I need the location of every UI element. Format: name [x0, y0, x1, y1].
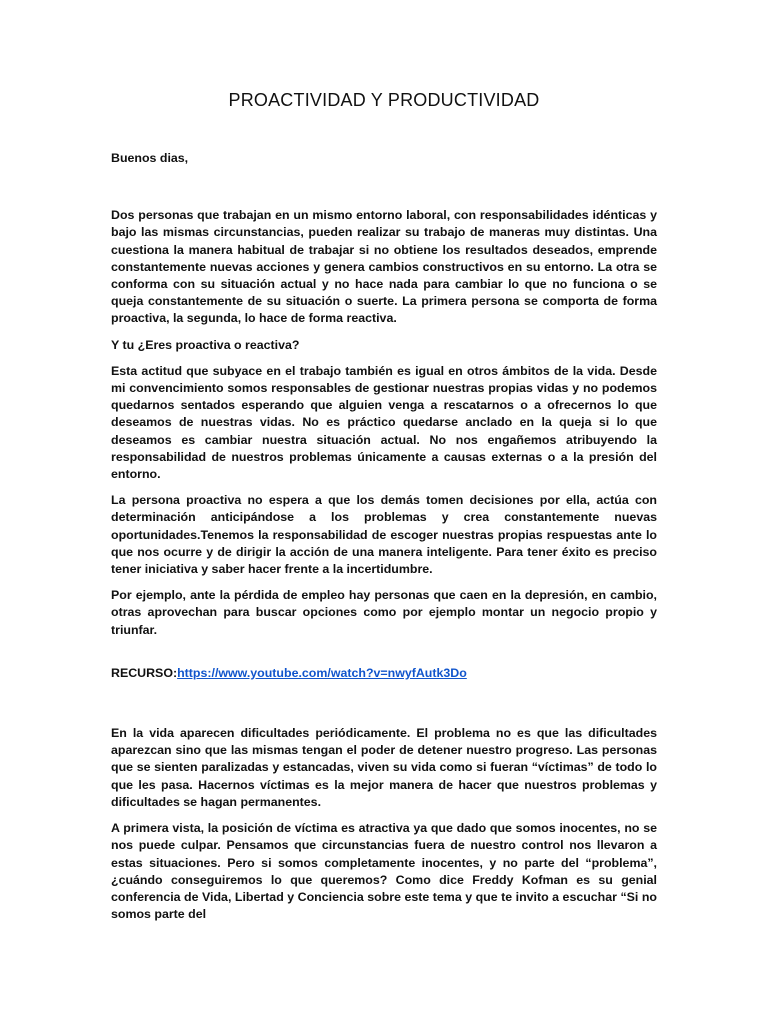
resource-line — [111, 665, 657, 682]
paragraph-2-bold: No es práctico quedarse anclado en la queja si lo que deseamos es cambiar nuestra situación actual. — [111, 415, 657, 447]
resource-link[interactable]: https://www.youtube.com/watch?v=nwyfAutk3Do — [177, 665, 467, 680]
paragraph-2 — [111, 363, 657, 483]
paragraph-3-rest: Tenemos la responsabilidad de escoger nuestras propias respuestas ante lo que nos ocurre y de dirigir la acción de una manera inteligente. Para tener éxito es preciso tener iniciativa y saber hacer frente a la incertidumbre. — [111, 527, 657, 577]
question-line: Y tu ¿Eres proactiva o reactiva? — [111, 337, 300, 352]
paragraph-2-part-2: No nos engañemos atribuyendo la responsabilidad de nuestros problemas únicamente a causas externas o a la presión del entorno. — [111, 432, 658, 482]
paragraph-4: Por ejemplo, ante la pérdida de empleo hay personas que caen en la depresión, en cambio, otras aprovechan para buscar opciones como por ejemplo montar un negocio propio y triunfar. — [111, 588, 657, 637]
paragraph-2-part-1: Esta actitud que subyace en el trabajo también es igual en otros ámbitos de la vida. Desde mi convencimiento somos responsables de gestionar nuestras propias vidas y no podemos quedarnos sentados esperando que alguien venga a rescatarnos o a ofrecernos lo que deseamos de nuestras vidas. — [111, 363, 657, 430]
document-body — [111, 150, 657, 932]
paragraph-6: A primera vista, la posición de víctima es atractiva ya que dado que somos inocentes, no se nos puede culpar. Pensamos que circunstancias fuera de nuestro control nos llevaron a estas situaciones. Pero si somos completamente inocentes, y no parte del “problema”, ¿cuándo conseguiremos lo que queremos? Como dice Freddy Kofman es su genial conferencia de Vida, Libertad y Conciencia sobre este tema y que te invito a escuchar “Si no somos parte del — [111, 821, 657, 922]
greeting: Buenos dias, — [111, 151, 189, 165]
paragraph-5: En la vida aparecen dificultades periódicamente. El problema no es que las dificultades aparezcan sino que las mismas tengan el poder de detener nuestro progreso. Las personas que se sienten paralizadas y estancadas, viven su vida como si fueran “víctimas” de todo lo que les pasa. Hacernos víctimas es la mejor manera de hacer que nuestros problemas y dificultades se hagan permanentes. — [111, 726, 657, 809]
document-title: PROACTIVIDAD Y PRODUCTIVIDAD — [228, 90, 540, 110]
paragraph-3-bold: La persona proactiva no espera a que los demás tomen decisiones por ella, actúa con determinación anticipándose a los problemas y crea constantemente nuevas oportunidades. — [111, 493, 657, 542]
paragraph-3 — [111, 492, 657, 578]
paragraph-1: Dos personas que trabajan en un mismo entorno laboral, con responsabilidades idénticas y bajo las mismas circunstancias, pueden realizar su trabajo de maneras muy distintas. Una cuestiona la manera habitual de trabajar si no obtiene los resultados deseados, emprende constantemente nuevas acciones y genera cambios constructivos en su entorno. La otra se conforma con su situación actual y no hace nada para cambiar lo que no funciona o se queja constantemente de su situación o suerte. La primera persona se comporta de forma proactiva, la segunda, lo hace de forma reactiva. — [111, 208, 657, 326]
resource-label: RECURSO: — [111, 665, 178, 680]
